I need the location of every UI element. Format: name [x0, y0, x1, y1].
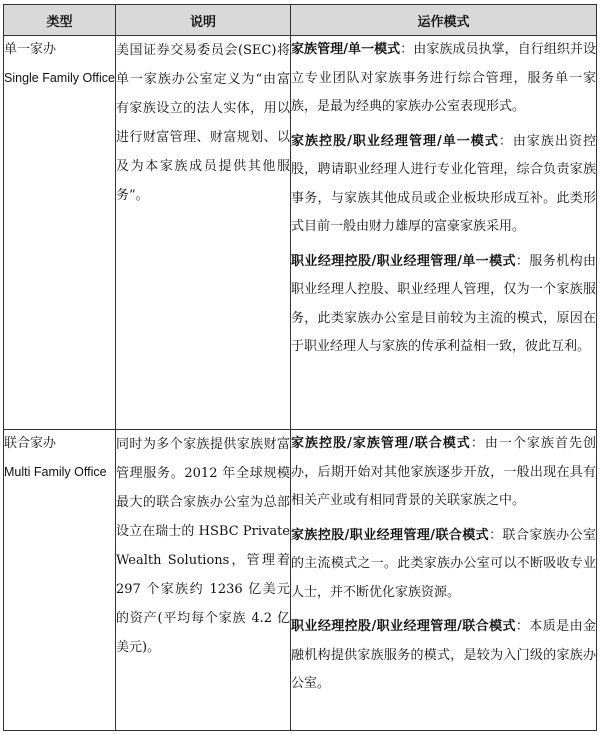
mode-title: 职业经理控股/职业经理管理/单一模式 [291, 253, 516, 269]
mode-item [291, 248, 596, 362]
mode-text: ：由家族成员执掌，自行组织并设立专业团队对家族事务进行综合管理，服务单一家族，是最为经典的家族办公室表现形式。 [291, 42, 596, 114]
mode-item [291, 613, 596, 699]
mode-item [291, 522, 596, 608]
mode-text: ：由一个家族首先创办，后期开始对其他家族逐步开放，一般出现在具有相关产业或有相同背景的关联家族之中。 [291, 436, 596, 508]
mode-title: 家族管理/单一模式 [291, 42, 401, 57]
type-cell [4, 430, 116, 731]
mode-text: ：服务机构由职业经理人控股、职业经理人管理，仅为一个家族服务，此类家族办公室是目前较为主流的模式，原因在于职业经理人与家族的传承利益相一致，彼此互利。 [291, 253, 596, 354]
description-cell: 同时为多个家族提供家族财富管理服务。2012 年全球规模最大的联合家族办公室为总部设立在瑞士的 HSBC Private Wealth Solutions，管理着 297 个家族约 1236 亿美元的资产(平均每个家族 4.2 亿美元)。 [116, 430, 291, 731]
type-english: Single Family Office [4, 71, 115, 85]
mode-text: ：由家族出资控股，聘请职业经理人进行专业化管理，综合负责家族事务，与家族其他成员或企业板块形成互补。此类形式目前一般由财力雄厚的富豪家族采用。 [291, 133, 596, 234]
header-type: 类型 [4, 5, 116, 36]
modes-cell [291, 430, 597, 731]
mode-title: 家族控股/职业经理管理/单一模式 [291, 133, 499, 149]
modes-cell [291, 36, 597, 430]
mode-text: ：本质是由金融机构提供家族服务的模式，是较为入门级的家族办公室。 [291, 619, 596, 691]
type-chinese: 联合家办 [4, 436, 57, 451]
description-cell: 美国证券交易委员会(SEC)将单一家族办公室定义为“由富有家族设立的法人实体，用以进行财富管理、财富规划、以及为本家族成员提供其他服务”。 [116, 36, 291, 430]
mode-item [291, 36, 596, 122]
mode-item [291, 128, 596, 242]
table-row [4, 36, 597, 430]
table-row [4, 430, 597, 731]
family-office-table [3, 4, 597, 731]
header-modes: 运作模式 [291, 5, 597, 36]
mode-item [291, 430, 596, 516]
type-chinese: 单一家办 [4, 42, 57, 57]
mode-title: 家族控股/家族管理/联合模式 [291, 436, 471, 451]
mode-title: 家族控股/职业经理管理/联合模式 [291, 527, 490, 543]
header-row [4, 5, 597, 36]
header-description: 说明 [116, 5, 291, 36]
type-cell [4, 36, 116, 430]
mode-text: ：联合家族办公室的主流模式之一。此类家族办公室可以不断吸收专业人士，并不断优化家族资源。 [291, 527, 596, 600]
type-english: Multi Family Office [4, 465, 107, 479]
mode-title: 职业经理控股/职业经理管理/联合模式 [291, 619, 516, 634]
